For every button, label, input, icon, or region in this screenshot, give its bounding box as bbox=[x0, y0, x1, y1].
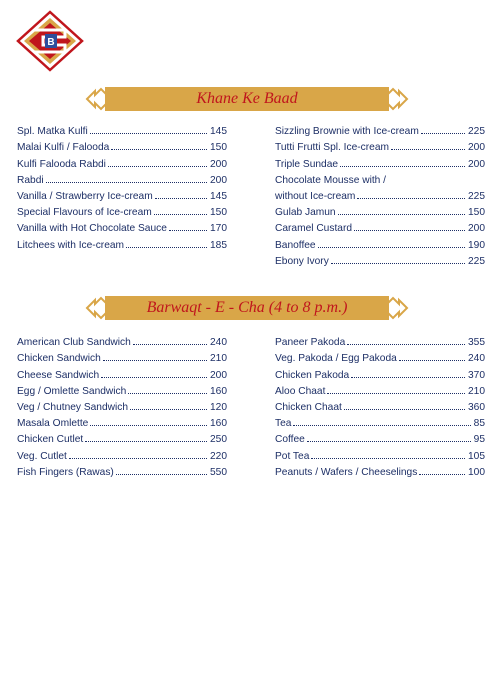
menu-item bbox=[17, 153, 227, 169]
leader-dots bbox=[340, 166, 465, 167]
item-name: Egg / Omlette Sandwich bbox=[17, 385, 127, 397]
item-name: Spl. Matka Kulfi bbox=[17, 126, 88, 138]
menu-item bbox=[275, 251, 485, 267]
item-name: Tea bbox=[275, 418, 292, 430]
menu-item bbox=[17, 234, 227, 250]
leader-dots bbox=[307, 441, 471, 442]
leader-dots bbox=[130, 409, 207, 410]
leader-dots bbox=[331, 263, 465, 264]
leader-dots bbox=[46, 182, 207, 183]
item-price: 240 bbox=[210, 337, 227, 349]
menu-item bbox=[275, 397, 485, 413]
svg-text:B: B bbox=[47, 37, 55, 48]
menu-item bbox=[17, 429, 227, 445]
item-price: 225 bbox=[468, 190, 485, 202]
item-price: 210 bbox=[210, 353, 227, 365]
item-name: Vanilla with Hot Chocolate Sauce bbox=[17, 223, 167, 235]
item-price: 200 bbox=[468, 142, 485, 154]
section-title: Khane Ke Baad bbox=[196, 90, 298, 107]
item-price: 95 bbox=[473, 434, 485, 446]
menu-item bbox=[17, 137, 227, 153]
leader-dots bbox=[347, 344, 465, 345]
menu-item bbox=[17, 332, 227, 348]
item-price: 355 bbox=[468, 337, 485, 349]
leader-dots bbox=[116, 474, 207, 475]
leader-dots bbox=[327, 393, 465, 394]
item-name: Vanilla / Strawberry Ice-cream bbox=[17, 190, 153, 202]
item-name: American Club Sandwich bbox=[17, 337, 131, 349]
leader-dots bbox=[103, 360, 207, 361]
item-price: 150 bbox=[210, 207, 227, 219]
leader-dots bbox=[69, 458, 207, 459]
item-name: Special Flavours of Ice-cream bbox=[17, 207, 152, 219]
menu-item bbox=[17, 121, 227, 137]
item-name: Triple Sundae bbox=[275, 158, 339, 170]
menu-column-right bbox=[275, 332, 485, 478]
menu-item bbox=[17, 364, 227, 380]
menu-item bbox=[275, 121, 485, 137]
menu-item bbox=[17, 218, 227, 234]
menu-item bbox=[275, 202, 485, 218]
item-price: 225 bbox=[468, 126, 485, 138]
item-name: Peanuts / Wafers / Cheeselings bbox=[275, 466, 418, 478]
item-price: 120 bbox=[210, 401, 227, 413]
leader-dots bbox=[351, 377, 465, 378]
leader-dots bbox=[128, 393, 207, 394]
item-price: 145 bbox=[210, 126, 227, 138]
item-name: Masala Omlette bbox=[17, 418, 89, 430]
leader-dots bbox=[154, 214, 207, 215]
item-price: 200 bbox=[468, 158, 485, 170]
item-price: 185 bbox=[210, 239, 227, 251]
menu-item bbox=[275, 137, 485, 153]
item-name: Banoffee bbox=[275, 239, 316, 251]
menu-column-right bbox=[275, 121, 485, 267]
item-name: Cheese Sandwich bbox=[17, 369, 100, 381]
item-price: 250 bbox=[210, 434, 227, 446]
item-price: 150 bbox=[468, 207, 485, 219]
item-price: 190 bbox=[468, 239, 485, 251]
menu-item bbox=[275, 413, 485, 429]
menu-item bbox=[17, 381, 227, 397]
menu-item bbox=[275, 364, 485, 380]
leader-dots bbox=[169, 230, 207, 231]
item-name: Veg. Pakoda / Egg Pakoda bbox=[275, 353, 397, 365]
item-name: Coffee bbox=[275, 434, 305, 446]
leader-dots bbox=[421, 133, 465, 134]
leader-dots bbox=[419, 474, 465, 475]
item-price: 105 bbox=[468, 450, 485, 462]
menu-item bbox=[17, 170, 227, 186]
item-price: 220 bbox=[210, 450, 227, 462]
item-name: Pot Tea bbox=[275, 450, 310, 462]
item-name: Veg / Chutney Sandwich bbox=[17, 401, 129, 413]
section-title: Barwaqt - E - Cha (4 to 8 p.m.) bbox=[146, 299, 348, 316]
menu-item bbox=[17, 202, 227, 218]
item-name: Ebony Ivory bbox=[275, 255, 329, 267]
menu-item bbox=[17, 348, 227, 364]
item-name: Chicken Chaat bbox=[275, 401, 342, 413]
item-name: Tutti Frutti Spl. Ice-cream bbox=[275, 142, 389, 154]
leader-dots bbox=[155, 198, 207, 199]
leader-dots bbox=[354, 230, 465, 231]
item-name: Paneer Pakoda bbox=[275, 337, 346, 349]
item-price: 200 bbox=[210, 174, 227, 186]
item-name: Litchees with Ice-cream bbox=[17, 239, 125, 251]
leader-dots bbox=[357, 198, 465, 199]
leader-dots bbox=[399, 360, 465, 361]
leader-dots bbox=[126, 247, 207, 248]
menu-item bbox=[275, 445, 485, 461]
menu-item bbox=[17, 445, 227, 461]
item-price: 550 bbox=[210, 466, 227, 478]
menu-item bbox=[275, 153, 485, 169]
menu-item bbox=[275, 234, 485, 250]
item-name: Fish Fingers (Rawas) bbox=[17, 466, 114, 478]
menu-column-left bbox=[17, 332, 227, 478]
leader-dots bbox=[293, 425, 470, 426]
leader-dots bbox=[85, 441, 207, 442]
item-price: 200 bbox=[210, 158, 227, 170]
item-name: Rabdi bbox=[17, 174, 44, 186]
item-price: 100 bbox=[468, 466, 485, 478]
item-price: 200 bbox=[468, 223, 485, 235]
menu-item bbox=[17, 462, 227, 478]
item-name: Aloo Chaat bbox=[275, 385, 326, 397]
menu-item bbox=[275, 348, 485, 364]
item-price: 360 bbox=[468, 401, 485, 413]
item-name: Chicken Cutlet bbox=[17, 434, 84, 446]
menu-item bbox=[17, 397, 227, 413]
menu-item bbox=[275, 429, 485, 445]
item-price: 170 bbox=[210, 223, 227, 235]
item-price: 370 bbox=[468, 369, 485, 381]
leader-dots bbox=[344, 409, 465, 410]
item-name: Caramel Custard bbox=[275, 223, 352, 235]
item-price: 225 bbox=[468, 255, 485, 267]
leader-dots bbox=[108, 166, 207, 167]
menu-item bbox=[275, 186, 485, 202]
item-name: without Ice-cream bbox=[275, 190, 356, 202]
leader-dots bbox=[90, 425, 207, 426]
leader-dots bbox=[133, 344, 207, 345]
item-name: Kulfi Falooda Rabdi bbox=[17, 158, 106, 170]
menu-column-left bbox=[17, 121, 227, 251]
section-banner-barwaqt-e-cha bbox=[83, 294, 411, 322]
leader-dots bbox=[101, 377, 207, 378]
leader-dots bbox=[90, 133, 207, 134]
menu-item bbox=[275, 332, 485, 348]
leader-dots bbox=[391, 149, 465, 150]
item-price: 200 bbox=[210, 369, 227, 381]
item-price: 240 bbox=[468, 353, 485, 365]
leader-dots bbox=[338, 214, 465, 215]
item-price: 150 bbox=[210, 142, 227, 154]
item-price: 160 bbox=[210, 385, 227, 397]
menu-item bbox=[17, 413, 227, 429]
item-price: 145 bbox=[210, 190, 227, 202]
menu-item bbox=[275, 218, 485, 234]
item-name: Chocolate Mousse with / bbox=[275, 174, 386, 186]
menu-item bbox=[275, 462, 485, 478]
leader-dots bbox=[318, 247, 465, 248]
item-name: Gulab Jamun bbox=[275, 207, 336, 219]
leader-dots bbox=[111, 149, 207, 150]
item-price: 85 bbox=[473, 418, 485, 430]
section-banner-khane-ke-baad bbox=[83, 85, 411, 113]
item-name: Chicken Pakoda bbox=[275, 369, 350, 381]
leader-dots bbox=[311, 458, 465, 459]
menu-item bbox=[275, 170, 485, 186]
item-name: Sizzling Brownie with Ice-cream bbox=[275, 126, 419, 138]
item-name: Malai Kulfi / Falooda bbox=[17, 142, 110, 154]
item-price: 160 bbox=[210, 418, 227, 430]
item-name: Veg. Cutlet bbox=[17, 450, 67, 462]
brand-logo-icon bbox=[15, 10, 85, 72]
item-name: Chicken Sandwich bbox=[17, 353, 101, 365]
menu-item bbox=[17, 186, 227, 202]
menu-item bbox=[275, 381, 485, 397]
item-price: 210 bbox=[468, 385, 485, 397]
